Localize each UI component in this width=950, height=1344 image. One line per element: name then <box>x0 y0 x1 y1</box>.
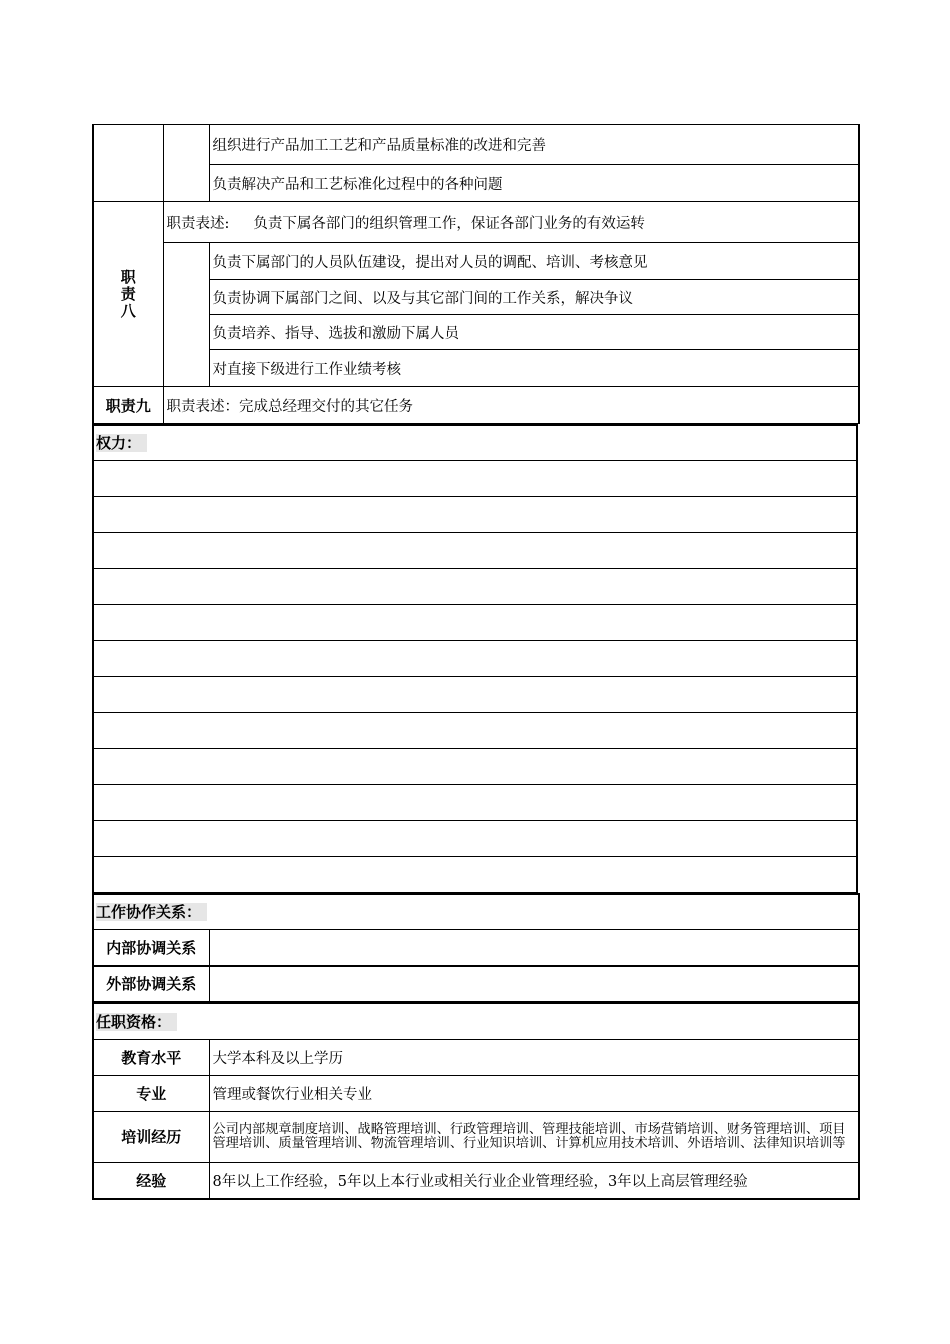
duty8-label-char: 责 <box>120 284 136 303</box>
power-header-row <box>93 425 857 460</box>
collab-header-row <box>93 894 859 930</box>
qualification-table <box>92 1002 860 1200</box>
duty7-item-row <box>93 125 859 165</box>
power-title-cell <box>93 425 857 460</box>
power-blank-cell <box>93 640 857 676</box>
power-blank-row <box>93 640 857 676</box>
qual-experience-row <box>93 1162 859 1199</box>
qual-education-label: 教育水平 <box>93 1039 209 1075</box>
duty9-label: 职责九 <box>93 387 163 424</box>
qual-experience-value: 8年以上工作经验，5年以上本行业或相关行业企业管理经验，3年以上高层管理经验 <box>209 1162 859 1199</box>
power-table <box>92 424 858 893</box>
collab-external-value <box>209 966 859 1002</box>
duties-table <box>92 124 860 424</box>
duty8-statement-text: 负责下属各部门的组织管理工作，保证各部门业务的有效运转 <box>253 215 645 232</box>
duty8-indent-cell <box>163 243 209 387</box>
collab-external-row <box>93 966 859 1002</box>
duty8-statement-prefix: 职责表述: <box>166 215 230 232</box>
power-blank-cell <box>93 496 857 532</box>
collab-title-cell <box>93 894 859 930</box>
power-blank-cell <box>93 568 857 604</box>
duty8-item-2: 负责协调下属部门之间、以及与其它部门间的工作关系，解决争议 <box>209 280 859 315</box>
qual-training-row <box>93 1111 859 1162</box>
power-blank-cell <box>93 748 857 784</box>
duty9-statement: 职责表述：完成总经理交付的其它任务 <box>163 387 859 424</box>
power-blank-cell <box>93 856 857 892</box>
power-blank-row <box>93 460 857 496</box>
duty7-item-1: 组织进行产品加工工艺和产品质量标准的改进和完善 <box>209 125 859 165</box>
qual-title-cell <box>93 1003 859 1039</box>
duty8-item-4: 对直接下级进行工作业绩考核 <box>209 350 859 387</box>
power-title: 权力： <box>96 434 147 452</box>
power-blank-cell <box>93 532 857 568</box>
duty9-row <box>93 387 859 424</box>
qual-education-value: 大学本科及以上学历 <box>209 1039 859 1075</box>
qual-training-label: 培训经历 <box>93 1111 209 1162</box>
qual-major-label: 专业 <box>93 1075 209 1111</box>
duty7-item-2: 负责解决产品和工艺标准化过程中的各种问题 <box>209 165 859 202</box>
power-blank-row <box>93 712 857 748</box>
power-blank-row <box>93 748 857 784</box>
duty8-statement-row <box>93 202 859 243</box>
duty8-item-1: 负责下属部门的人员队伍建设，提出对人员的调配、培训、考核意见 <box>209 243 859 280</box>
power-blank-row <box>93 856 857 892</box>
duty8-item-row <box>93 243 859 280</box>
power-blank-cell <box>93 460 857 496</box>
power-blank-row <box>93 820 857 856</box>
duty8-label <box>93 202 163 387</box>
duty8-item-3: 负责培养、指导、选拔和激励下属人员 <box>209 315 859 350</box>
power-blank-row <box>93 676 857 712</box>
collab-title: 工作协作关系： <box>96 903 207 921</box>
collab-internal-label: 内部协调关系 <box>93 930 209 966</box>
power-blank-cell <box>93 820 857 856</box>
qual-major-value: 管理或餐饮行业相关专业 <box>209 1075 859 1111</box>
power-blank-cell <box>93 784 857 820</box>
power-blank-row <box>93 568 857 604</box>
qual-title: 任职资格： <box>96 1013 177 1031</box>
power-blank-row <box>93 496 857 532</box>
collab-table <box>92 893 860 1003</box>
collab-external-label: 外部协调关系 <box>93 966 209 1002</box>
duty8-statement <box>163 202 859 243</box>
qual-header-row <box>93 1003 859 1039</box>
duty7-indent-cell <box>163 125 209 202</box>
power-blank-row <box>93 532 857 568</box>
power-blank-cell <box>93 604 857 640</box>
job-description-sheet <box>92 124 858 1200</box>
power-blank-cell <box>93 676 857 712</box>
duty7-label-cell <box>93 125 163 202</box>
collab-internal-row <box>93 930 859 966</box>
qual-major-row <box>93 1075 859 1111</box>
power-blank-row <box>93 784 857 820</box>
qual-education-row <box>93 1039 859 1075</box>
duty8-label-char: 八 <box>120 301 136 320</box>
duty8-label-char: 职 <box>120 267 136 286</box>
power-blank-row <box>93 604 857 640</box>
qual-experience-label: 经验 <box>93 1162 209 1199</box>
qual-training-value: 公司内部规章制度培训、战略管理培训、行政管理培训、管理技能培训、市场营销培训、财务管理培训、项目管理培训、质量管理培训、物流管理培训、行业知识培训、计算机应用技术培训、外语培训、法律知识培训等 <box>209 1111 859 1162</box>
collab-internal-value <box>209 930 859 966</box>
power-blank-cell <box>93 712 857 748</box>
